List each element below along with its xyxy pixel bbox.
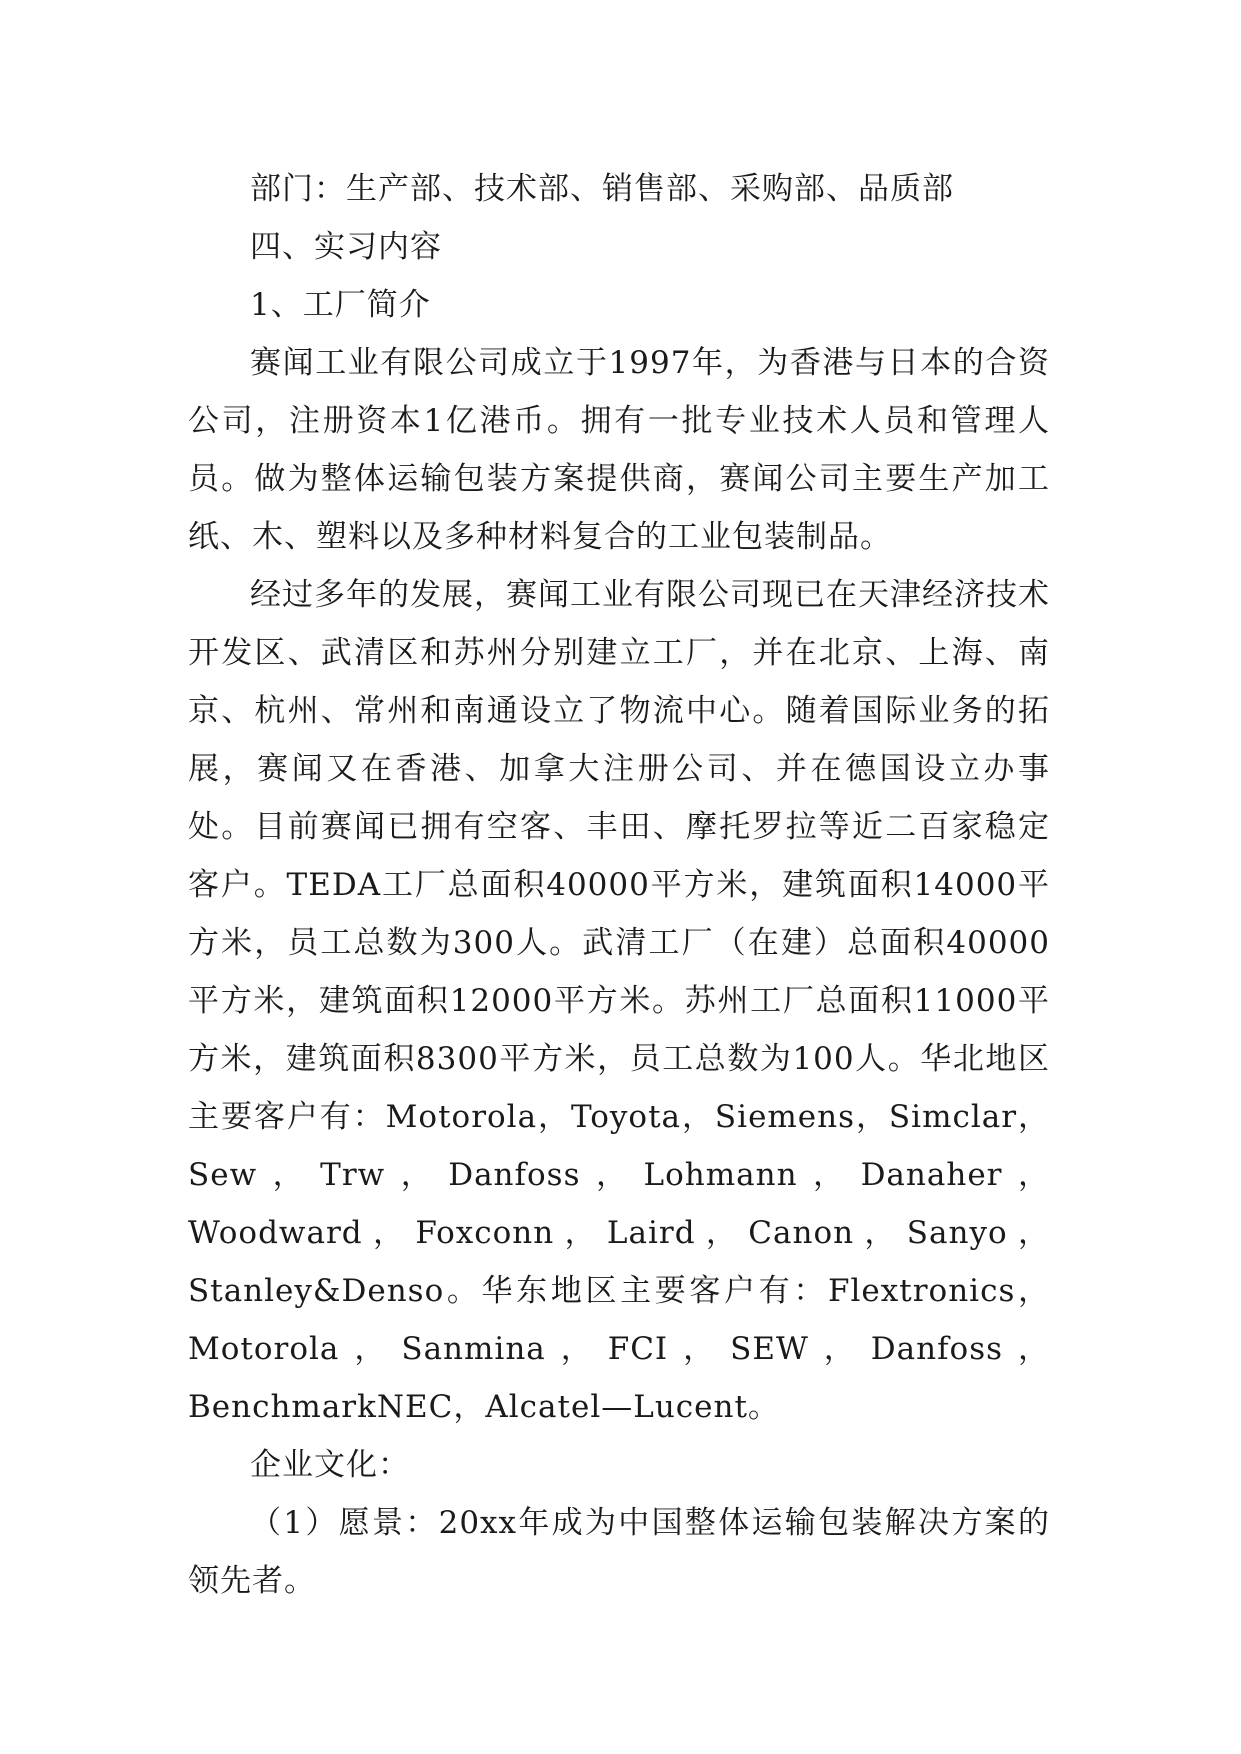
company-development-paragraph: 经过多年的发展，赛闻工业有限公司现已在天津经济技术开发区、武清区和苏州分别建立工厂，并在北京、上海、南京、杭州、常州和南通设立了物流中心。随着国际业务的拓展，赛闻又在香港、加拿大注册公司、并在德国设立办事处。目前赛闻已拥有空客、丰田、摩托罗拉等近二百家稳定客户。TEDA工厂总面积40000平方米，建筑面积14000平方米，员工总数为300人。武清工厂（在建）总面积40000平方米，建筑面积12000平方米。苏州工厂总面积11000平方米，建筑面积8300平方米，员工总数为100人。华北地区主要客户有：Motorola，Toyota，Siemens，Simclar，Sew，Trw，Danfoss，Lohmann，Danaher，Woodward，Foxconn，Laird，Canon，Sanyo，Stanley&Denso。华东地区主要客户有：Flextronics，Motorola，Sanmina，FCI，SEW，Danfoss，BenchmarkNEC，Alcatel—Lucent。 bbox=[188, 577, 1050, 1425]
vision-item: （1）愿景：20xx年成为中国整体运输包装解决方案的领先者。 bbox=[188, 1505, 1050, 1599]
culture-heading: 企业文化： bbox=[250, 1447, 410, 1483]
company-intro-paragraph: 赛闻工业有限公司成立于1997年，为香港与日本的合资公司，注册资本1亿港币。拥有一批专业技术人员和管理人员。做为整体运输包装方案提供商，赛闻公司主要生产加工纸、木、塑料以及多种材料复合的工业包装制品。 bbox=[188, 345, 1050, 555]
departments-line: 部门：生产部、技术部、销售部、采购部、品质部 bbox=[250, 171, 954, 207]
subsection-heading: 1、工厂简介 bbox=[250, 287, 431, 323]
document-body bbox=[188, 160, 1050, 1610]
section-heading: 四、实习内容 bbox=[250, 229, 442, 265]
